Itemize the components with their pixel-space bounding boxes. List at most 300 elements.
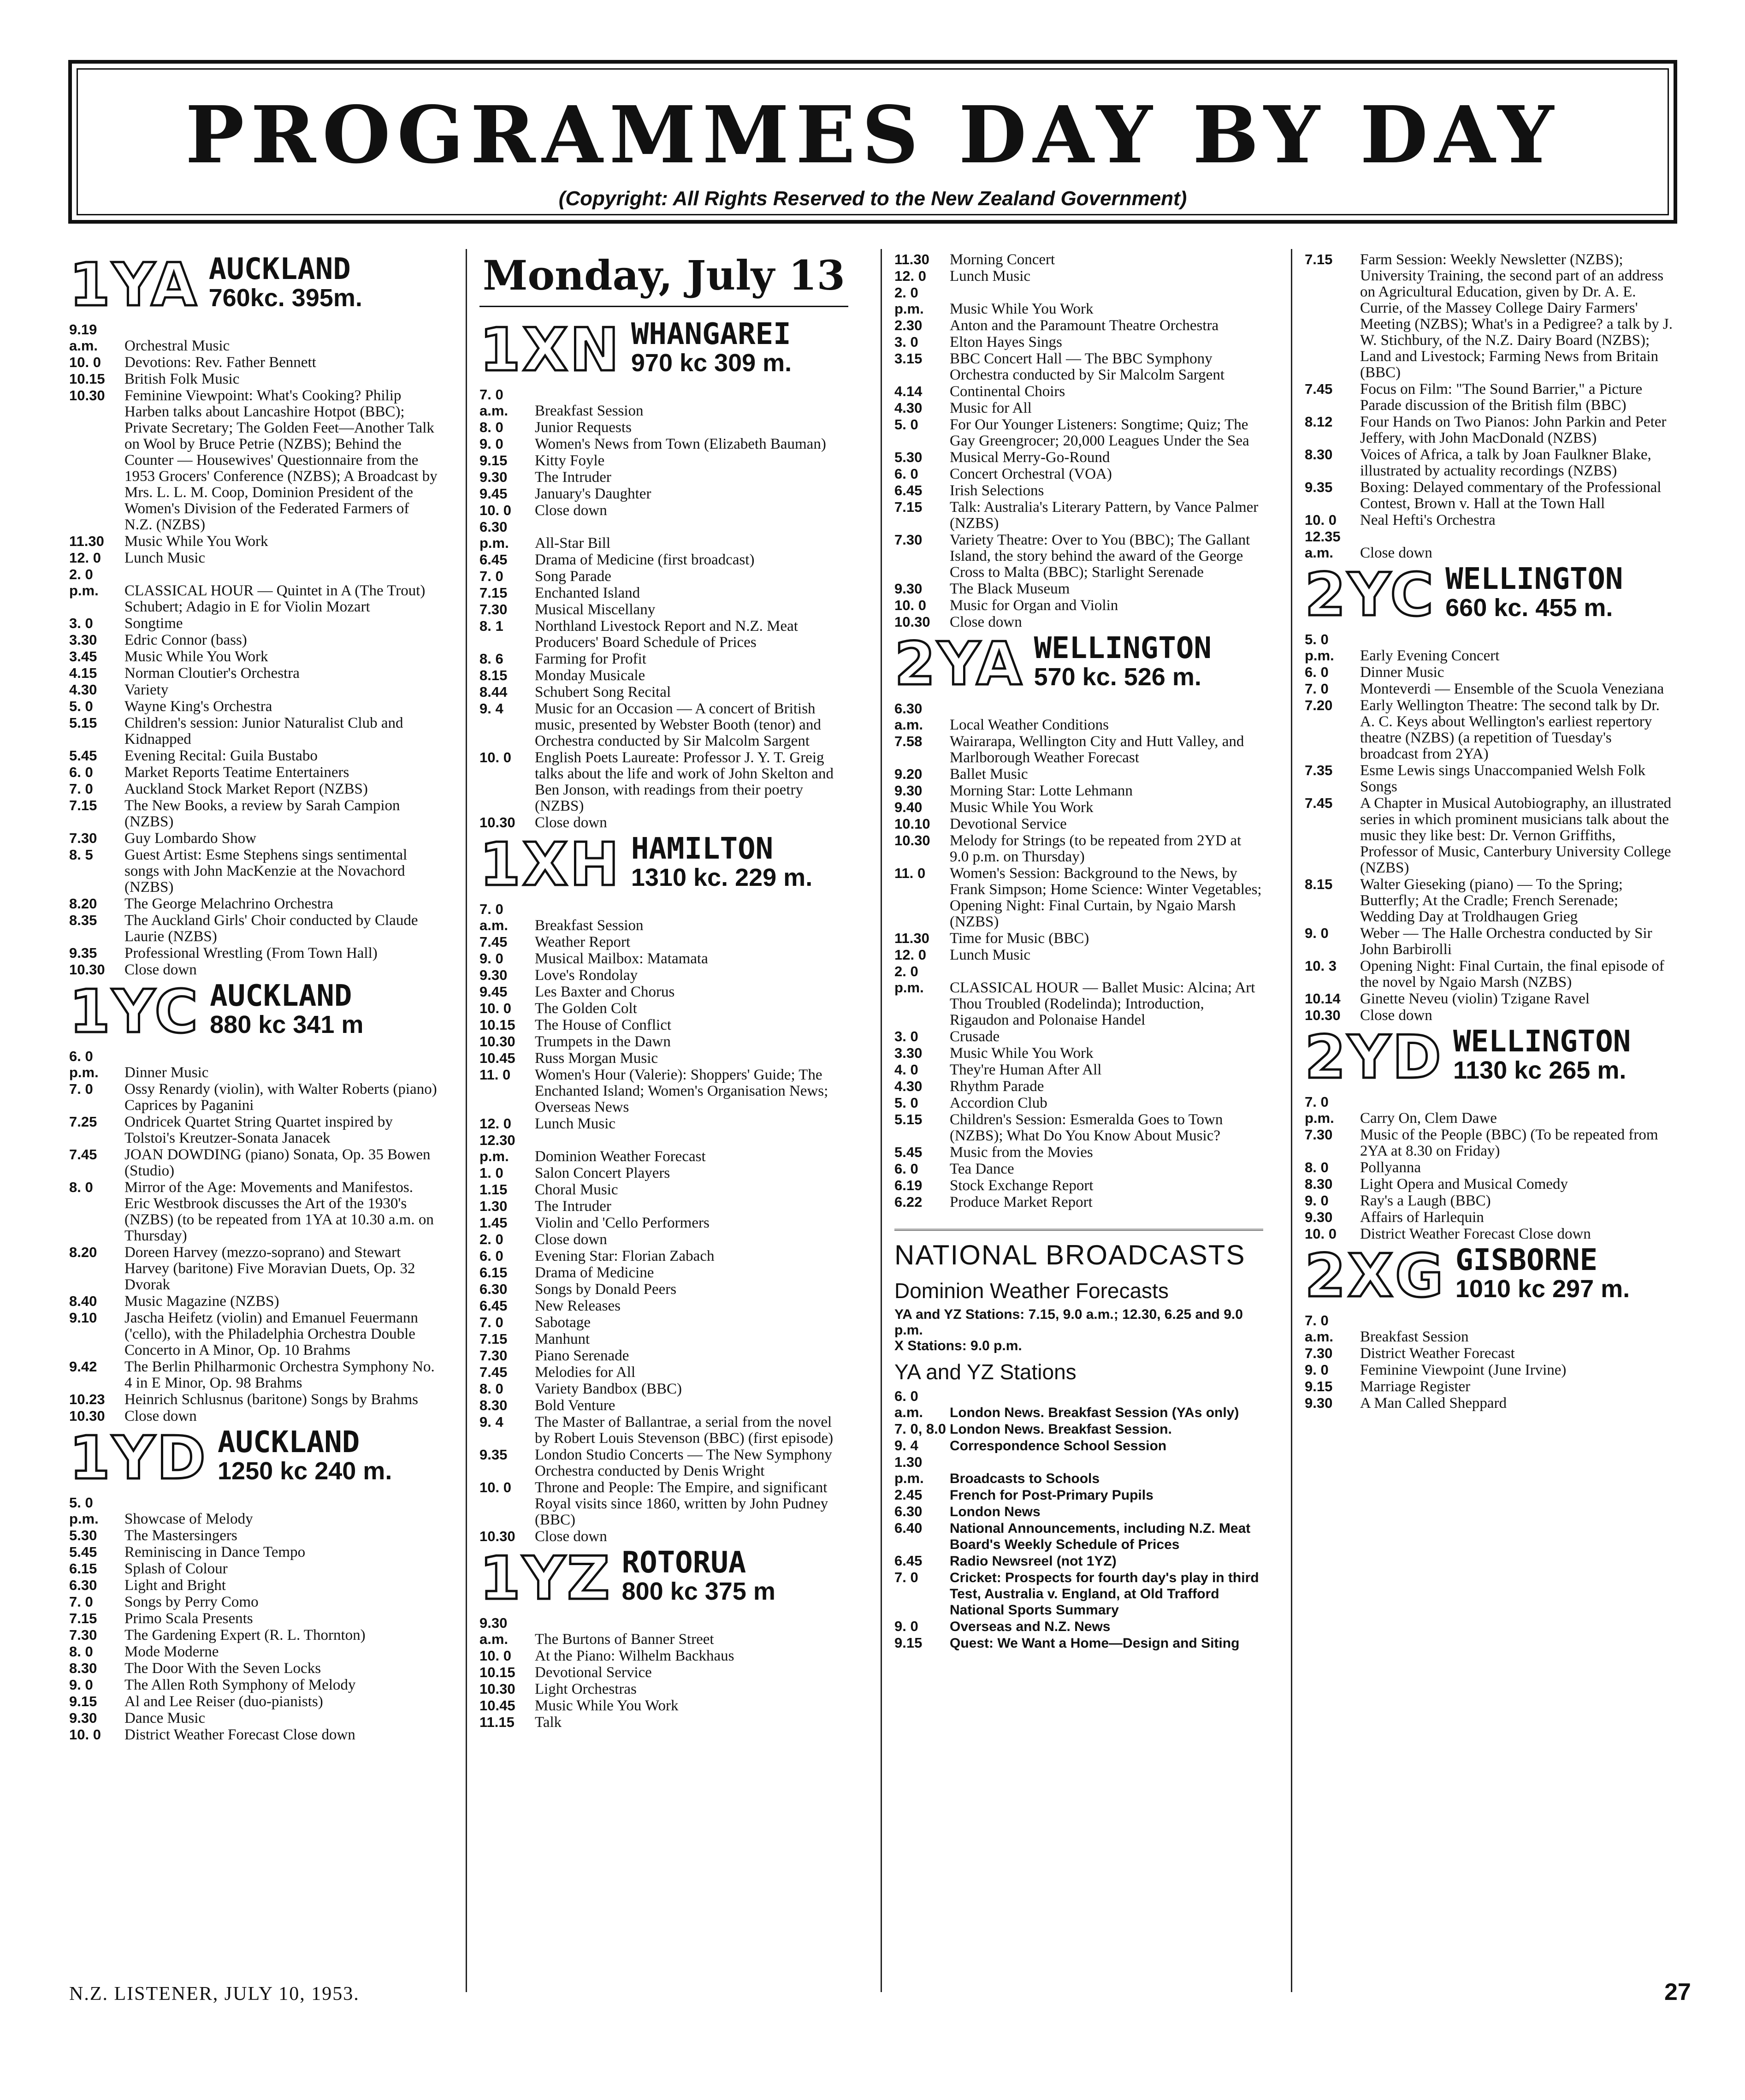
schedule-entry	[69, 1577, 438, 1594]
entry-text: British Folk Music	[124, 370, 240, 387]
station-callsign: 2YD	[1305, 1023, 1443, 1092]
schedule-entry	[1305, 1094, 1674, 1127]
schedule-list	[1305, 631, 1674, 1024]
schedule-entry	[69, 648, 438, 665]
entry-time: 9. 0	[479, 950, 503, 967]
station-frequency: 880 kc 341 m	[210, 1011, 364, 1039]
entry-text: Les Baxter and Chorus	[535, 983, 675, 1000]
entry-text: Boxing: Delayed commentary of the Professional Contest, Brown v. Hall at the Town Hall	[1360, 479, 1662, 512]
entry-time: 8. 0	[479, 1380, 503, 1397]
schedule-entry	[69, 682, 438, 698]
entry-text: Music While You Work	[535, 1697, 679, 1714]
schedule-entry	[1305, 958, 1674, 991]
entry-text: London News	[950, 1504, 1041, 1519]
schedule-entry	[1305, 1127, 1674, 1159]
schedule-entry	[479, 436, 848, 452]
entry-text: Primo Scala Presents	[124, 1610, 253, 1627]
schedule-entry	[69, 550, 438, 566]
schedule-entry	[894, 317, 1263, 334]
entry-time: 7.45	[479, 1364, 508, 1380]
station-meta	[621, 1545, 775, 1608]
entry-time: 5. 0	[894, 416, 918, 433]
entry-time: 5.45	[894, 1144, 923, 1160]
entry-text: Women's Session: Background to the News, by Frank Simpson; Home Science: Winter Vegetables; Opening Night: Final Curtain, by Ngaio Marsh (NZBS)	[950, 865, 1262, 930]
entry-text: Musical Miscellany	[535, 601, 656, 618]
entry-time: 2. 0 p.m.	[894, 963, 924, 996]
station-block	[479, 1544, 848, 1731]
entry-text: Lunch Music	[950, 268, 1031, 285]
entry-time: 10.30	[69, 1407, 105, 1424]
entry-text: Dance Music	[124, 1709, 206, 1726]
column-2	[479, 251, 848, 1985]
entry-text: Four Hands on Two Pianos: John Parkin and Peter Jeffery, with John MacDonald (NZBS)	[1360, 414, 1667, 446]
schedule-entry	[894, 1520, 1263, 1553]
station-city: WELLINGTON	[1034, 631, 1212, 665]
schedule-entry	[479, 1000, 848, 1017]
entry-text: Mirror of the Age: Movements and Manifestos. Eric Westbrook discusses the Art of the 1930's (NZBS) (to be repeated from 1YA at 10.30 a.m. on Thursday)	[124, 1179, 434, 1244]
entry-time: 8. 6	[479, 650, 503, 667]
entry-text: Close down	[124, 961, 197, 978]
entry-text: District Weather Forecast	[1360, 1345, 1515, 1362]
schedule-entry	[894, 400, 1263, 416]
entry-text: Farming for Profit	[535, 650, 646, 667]
schedule-entry	[894, 1062, 1263, 1078]
schedule-entry	[894, 1177, 1263, 1194]
entry-text: Junior Requests	[535, 419, 632, 436]
schedule-entry	[894, 597, 1263, 614]
entry-time: 7.45	[1305, 795, 1333, 811]
station-header	[894, 629, 1263, 699]
entry-time: 10.30	[479, 1033, 515, 1050]
entry-text: Light Opera and Musical Comedy	[1360, 1175, 1568, 1192]
schedule-entry	[479, 601, 848, 618]
entry-text: Trumpets in the Dawn	[535, 1033, 671, 1050]
schedule-entry	[894, 268, 1263, 285]
entry-time: 6.40	[894, 1519, 923, 1536]
station-callsign: 1XN	[479, 315, 621, 385]
entry-time: 6.45	[479, 551, 508, 568]
entry-time: 3.45	[69, 648, 97, 664]
entry-time: 8.30	[1305, 446, 1333, 463]
schedule-entry	[69, 1710, 438, 1726]
page-title: PROGRAMMES DAY BY DAY	[185, 89, 1561, 181]
entry-text: Music from the Movies	[950, 1144, 1093, 1161]
entry-text: Kitty Foyle	[535, 452, 605, 469]
entry-time: 8.15	[479, 667, 508, 683]
schedule-entry	[479, 1264, 848, 1281]
station-frequency: 760kc. 395m.	[208, 284, 362, 312]
entry-text: Ballet Music	[950, 765, 1028, 783]
entry-time: 5. 0 p.m.	[69, 1494, 99, 1527]
station-frequency: 1010 kc 297 m.	[1455, 1275, 1630, 1303]
schedule-entry	[69, 1726, 438, 1743]
entry-time: 6.30	[479, 1281, 508, 1297]
station-callsign: 1YD	[69, 1424, 207, 1493]
entry-text: The Black Museum	[950, 581, 1070, 597]
schedule-entry	[479, 1033, 848, 1050]
station-header	[1305, 1241, 1674, 1311]
entry-text: The Mastersingers	[124, 1527, 237, 1544]
schedule-entry	[1305, 1345, 1674, 1362]
entry-text: Broadcasts to Schools	[950, 1471, 1100, 1486]
schedule-entry	[479, 1298, 848, 1314]
schedule-entry	[69, 1244, 438, 1293]
schedule-entry	[69, 1391, 438, 1408]
entry-time: 9.35	[1305, 479, 1333, 495]
entry-time: 6. 0	[894, 1160, 918, 1177]
column-1	[69, 251, 438, 1985]
schedule-entry	[69, 1627, 438, 1643]
schedule-entry	[1305, 414, 1674, 446]
schedule-entry	[894, 383, 1263, 400]
entry-time: 5. 0	[894, 1094, 918, 1111]
entry-text: Children's Session: Esmeralda Goes to Town (NZBS); What Do You Know About Music?	[950, 1111, 1223, 1144]
station-header	[479, 830, 848, 899]
station-city: AUCKLAND	[218, 1425, 360, 1459]
entry-time: 7.30	[69, 830, 97, 846]
entry-time: 9. 0	[479, 435, 503, 452]
entry-text: Lunch Music	[950, 946, 1031, 963]
entry-text: Norman Cloutier's Orchestra	[124, 664, 300, 682]
entry-time: 10. 3	[1305, 957, 1337, 974]
entry-text: Wairarapa, Wellington City and Hutt Valley, and Marlborough Weather Forecast	[950, 733, 1244, 766]
schedule-entry	[479, 618, 848, 651]
station-callsign: 1YZ	[479, 1544, 612, 1613]
entry-text: Weather Report	[535, 933, 631, 950]
schedule-entry	[894, 532, 1263, 581]
schedule-entry	[1305, 1395, 1674, 1412]
schedule-entry	[69, 961, 438, 978]
entry-time: 4. 0	[894, 1061, 918, 1078]
entry-time: 8. 5	[69, 846, 93, 863]
schedule-entry	[479, 1648, 848, 1664]
schedule-entry	[69, 632, 438, 648]
entry-text: JOAN DOWDING (piano) Sonata, Op. 35 Bowen (Studio)	[124, 1146, 431, 1179]
schedule-list	[1305, 1312, 1674, 1412]
entry-text: Music for an Occasion — A concert of British music, presented by Webster Booth (tenor) and Orchestra conducted by Sir Malcolm Sargent	[535, 700, 821, 749]
entry-time: 6.15	[69, 1560, 97, 1577]
entry-text: Enchanted Island	[535, 584, 640, 601]
station-meta	[218, 1427, 392, 1488]
entry-time: 5.45	[69, 747, 97, 764]
schedule-entry	[69, 1358, 438, 1391]
station-callsign: 1XH	[479, 830, 621, 899]
entry-time: 7. 0 a.m.	[1305, 1312, 1334, 1345]
station-frequency: 970 kc 309 m.	[631, 349, 792, 377]
entry-time: 2. 0 p.m.	[69, 566, 99, 599]
entry-text: National Announcements, including N.Z. Meat Board's Weekly Schedule of Prices	[950, 1520, 1251, 1552]
station-callsign: 1YC	[69, 977, 200, 1046]
entry-text: Violin and 'Cello Performers	[535, 1214, 710, 1231]
schedule-entry	[894, 865, 1263, 930]
schedule-entry	[479, 1697, 848, 1714]
entry-text: The Intruder	[535, 469, 611, 486]
entry-text: Songs by Perry Como	[124, 1593, 259, 1610]
entry-time: 9.35	[69, 944, 97, 961]
entry-time: 6. 0	[1305, 664, 1329, 680]
entry-text: At the Piano: Wilhelm Backhaus	[535, 1647, 734, 1664]
entry-text: London News. Breakfast Session (YAs only)	[950, 1405, 1239, 1420]
entry-text: Early Evening Concert	[1360, 647, 1500, 664]
entry-text: New Releases	[535, 1297, 621, 1314]
entry-text: Elton Hayes Sings	[950, 334, 1062, 350]
schedule-entry	[69, 1495, 438, 1527]
schedule-list	[479, 386, 848, 831]
entry-text: Melody for Strings (to be repeated from 2YD at 9.0 p.m. on Thursday)	[950, 832, 1242, 865]
station-meta	[1455, 1245, 1630, 1306]
column-rule	[1291, 249, 1292, 1992]
entry-time: 8. 0	[69, 1179, 93, 1195]
schedule-entry	[69, 1293, 438, 1310]
entry-text: Lunch Music	[124, 549, 206, 566]
national-broadcasts-title: NATIONAL BROADCASTS	[894, 1239, 1246, 1270]
entry-text: Mode Moderne	[124, 1643, 219, 1660]
schedule-entry	[894, 1078, 1263, 1095]
entry-time: 7.25	[69, 1113, 97, 1130]
entry-time: 9. 0	[1305, 1361, 1329, 1378]
entry-text: Accordion Club	[950, 1094, 1047, 1111]
schedule-entry	[479, 1414, 848, 1447]
schedule-entry	[69, 533, 438, 550]
entry-text: Throne and People: The Empire, and significant Royal visits since 1860, written by John Pudney (BBC)	[535, 1479, 828, 1528]
entry-text: Breakfast Session	[535, 917, 644, 934]
entry-text: Radio Newsreel (not 1YZ)	[950, 1553, 1117, 1569]
column-3	[894, 251, 1263, 1985]
entry-time: 8.30	[479, 1397, 508, 1413]
column-rule	[466, 249, 467, 1992]
schedule-entry	[479, 1314, 848, 1331]
entry-time: 3.15	[894, 350, 923, 367]
entry-text: Northland Livestock Report and N.Z. Meat Producers' Board Schedule of Prices	[535, 617, 798, 651]
entry-time: 7.30	[1305, 1126, 1333, 1143]
station-meta	[210, 981, 363, 1042]
schedule-entry	[479, 934, 848, 950]
entry-time: 11. 0	[894, 865, 926, 881]
entry-time: 9.15	[894, 1634, 923, 1651]
schedule-list	[69, 321, 438, 978]
schedule-entry	[894, 1388, 1263, 1421]
schedule-entry	[894, 466, 1263, 482]
schedule-entry	[479, 1248, 848, 1264]
entry-text: Morning Star: Lotte Lehmann	[950, 782, 1133, 799]
entry-time: 12. 0	[894, 946, 926, 963]
entry-text: Music While You Work	[950, 1044, 1094, 1062]
entry-time: 7.45	[1305, 381, 1333, 397]
entry-time: 11.15	[479, 1714, 515, 1730]
schedule-entry	[479, 651, 848, 667]
station-meta	[1034, 633, 1212, 694]
entry-time: 8.30	[1305, 1175, 1333, 1192]
station-frequency: 800 kc 375 m	[621, 1577, 775, 1605]
schedule-entry	[479, 749, 848, 814]
entry-text: Musical Merry-Go-Round	[950, 449, 1110, 466]
schedule-entry	[479, 1381, 848, 1397]
schedule-list	[1305, 1094, 1674, 1242]
entry-time: 12. 0	[69, 549, 101, 566]
entry-text: Ossy Renardy (violin), with Walter Roberts (piano) Caprices by Paganini	[124, 1080, 437, 1114]
station-block	[1305, 1241, 1674, 1412]
station-block	[894, 629, 1263, 1210]
entry-text: The Gardening Expert (R. L. Thornton)	[124, 1626, 366, 1643]
entry-time: 8.40	[69, 1293, 97, 1309]
entry-text: Al and Lee Reiser (duo-pianists)	[124, 1693, 323, 1710]
entry-time: 10.30	[69, 961, 105, 978]
schedule-entry	[894, 1045, 1263, 1062]
entry-time: 8.35	[69, 912, 97, 928]
entry-time: 6.45	[894, 1552, 923, 1569]
entry-time: 10. 0	[479, 1647, 511, 1664]
schedule-entry	[69, 1048, 438, 1081]
schedule-entry	[69, 1310, 438, 1358]
schedule-entry	[1305, 876, 1674, 925]
entry-time: 10.45	[479, 1697, 515, 1714]
entry-text: The Auckland Girls' Choir conducted by Claude Laurie (NZBS)	[124, 912, 418, 945]
entry-text: A Chapter in Musical Autobiography, an illustrated series in which prominent musicians talk about the music they like best: Dr. Vernon Griffiths, Professor of Music, Canterbury University College (NZBS)	[1360, 795, 1672, 876]
entry-text: Tea Dance	[950, 1160, 1014, 1177]
schedule-entry	[69, 747, 438, 764]
entry-text: Devotional Service	[950, 815, 1067, 832]
schedule-entry	[479, 1165, 848, 1181]
entry-text: Variety	[124, 681, 169, 698]
station-block	[69, 977, 438, 1424]
entry-text: Close down	[1360, 545, 1432, 561]
schedule-entry	[894, 930, 1263, 947]
entry-text: Local Weather Conditions	[950, 716, 1109, 733]
schedule-entry	[479, 1017, 848, 1033]
entry-time: 8. 0	[69, 1643, 93, 1660]
station-meta	[631, 319, 792, 380]
schedule-entry	[69, 387, 438, 533]
entry-text: Variety Theatre: Over to You (BBC); The Gallant Island, the story behind the award of the George Cross to Malta (BBC); Starlight Serenade	[950, 532, 1250, 581]
entry-text: Voices of Africa, a talk by Joan Faulkner Blake, illustrated by actuality recordings (NZBS)	[1360, 446, 1651, 479]
schedule-entry	[479, 1479, 848, 1528]
entry-time: 7. 0	[69, 1593, 93, 1610]
entry-time: 7. 0 a.m.	[479, 901, 509, 933]
entry-text: Dinner Music	[1360, 664, 1444, 681]
entry-time: 1.45	[479, 1214, 508, 1231]
entry-text: Piano Serenade	[535, 1347, 629, 1364]
schedule-entry	[894, 1487, 1263, 1503]
entry-time: 10. 0	[69, 1726, 101, 1743]
schedule-entry	[69, 615, 438, 632]
station-callsign: 2YA	[894, 629, 1024, 699]
schedule-entry	[479, 1215, 848, 1231]
schedule-entry	[69, 1610, 438, 1627]
entry-time: 7.15	[894, 499, 923, 515]
entry-text: Marriage Register	[1360, 1378, 1471, 1395]
entry-text: Monday Musicale	[535, 667, 645, 684]
entry-text: Women's News from Town (Elizabeth Bauman)	[535, 435, 826, 452]
schedule-entry	[479, 419, 848, 436]
station-block	[1305, 560, 1674, 1024]
entry-time: 1.30	[479, 1198, 508, 1214]
schedule-entry	[894, 499, 1263, 532]
schedule-entry	[1305, 1007, 1674, 1024]
schedule-entry	[894, 783, 1263, 799]
entry-text: Wayne King's Orchestra	[124, 698, 272, 715]
entry-text: Music While You Work	[950, 301, 1094, 317]
entry-time: 10. 0	[479, 1479, 511, 1495]
entry-time: 7.15	[479, 1330, 508, 1347]
entry-text: Monteverdi — Ensemble of the Scuola Veneziana	[1360, 680, 1664, 697]
entry-text: Women's Hour (Valerie): Shoppers' Guide; The Enchanted Island; Women's Organisation News; Overseas News	[535, 1066, 828, 1115]
entry-time: 10.15	[479, 1664, 515, 1680]
entry-text: Weber — The Halle Orchestra conducted by Sir John Barbirolli	[1360, 925, 1652, 958]
entry-text: Manhunt	[535, 1330, 590, 1347]
schedule-list	[69, 1495, 438, 1743]
entry-time: 9.30	[479, 469, 508, 485]
schedule-entry	[69, 945, 438, 961]
entry-text: Drama of Medicine (first broadcast)	[535, 551, 755, 568]
entry-text: The Master of Ballantrae, a serial from the novel by Robert Louis Stevenson (BBC) (first episode)	[535, 1413, 834, 1447]
schedule-entry	[1305, 664, 1674, 681]
schedule-entry	[894, 832, 1263, 865]
schedule-list	[479, 1615, 848, 1731]
entry-time: 10.30	[1305, 1007, 1341, 1023]
entry-time: 7. 0, 8.0	[894, 1420, 946, 1437]
entry-time: 8.12	[1305, 414, 1333, 430]
entry-time: 9.30	[1305, 1209, 1333, 1225]
entry-text: They're Human After All	[950, 1061, 1102, 1078]
entry-time: 10. 0	[1305, 1225, 1337, 1242]
entry-time: 6. 0	[69, 764, 93, 780]
entry-text: Ondricek Quartet String Quartet inspired by Tolstoi's Kreutzer-Sonata Janacek	[124, 1113, 393, 1146]
entry-text: Ginette Neveu (violin) Tzigane Ravel	[1360, 990, 1590, 1007]
schedule-entry	[894, 1161, 1263, 1177]
entry-text: Ray's a Laugh (BBC)	[1360, 1192, 1491, 1209]
schedule-entry	[894, 766, 1263, 783]
day-title: Monday, July 13	[479, 251, 848, 307]
schedule-entry	[69, 896, 438, 912]
entry-time: 9. 4	[894, 1437, 918, 1453]
entry-text: Salon Concert Players	[535, 1164, 670, 1181]
entry-text: Market Reports Teatime Entertainers	[124, 764, 349, 781]
station-header	[1305, 1023, 1674, 1092]
schedule-entry	[479, 1615, 848, 1648]
schedule-entry	[479, 1050, 848, 1067]
schedule-entry	[69, 912, 438, 945]
entry-text: Farm Session: Weekly Newsletter (NZBS); University Training, the second part of an address on Agricultural Education, given by Dr. A. E. Currie, of the Massey College Dairy Farmers' Meeting (NZBS); What's in a Pedigree? a talk by J. W. Stichbury, of the N.Z. Dairy Board (NZBS); Land and Livestock; Farming News from Britain (BBC)	[1360, 251, 1673, 381]
entry-time: 6.22	[894, 1193, 923, 1210]
entry-text: Focus on Film: "The Sound Barrier," a Picture Parade discussion of the British film (BBC)	[1360, 381, 1643, 414]
entry-time: 7.58	[894, 733, 923, 749]
entry-text: Quest: We Want a Home—Design and Siting	[950, 1635, 1240, 1651]
entry-time: 9.30	[894, 782, 923, 799]
entry-text: London Studio Concerts — The New Symphony Orchestra conducted by Denis Wright	[535, 1446, 832, 1479]
entry-text: Evening Recital: Guila Bustabo	[124, 747, 318, 764]
entry-text: Light Orchestras	[535, 1680, 637, 1697]
schedule-entry	[479, 901, 848, 934]
entry-text: Close down	[950, 614, 1022, 630]
schedule-entry	[479, 1231, 848, 1248]
schedule-entry	[479, 1181, 848, 1198]
schedule-entry	[894, 350, 1263, 383]
schedule-entry	[1305, 1159, 1674, 1176]
schedule-entry	[69, 1081, 438, 1114]
entry-text: Doreen Harvey (mezzo-soprano) and Stewart Harvey (baritone) Five Moravian Duets, Op. 32 Dvorak	[124, 1244, 415, 1293]
entry-text: Drama of Medicine	[535, 1264, 654, 1281]
station-header	[479, 1544, 848, 1613]
schedule-entry	[69, 764, 438, 781]
entry-time: 6. 0	[894, 466, 918, 482]
entry-time: 6.19	[894, 1177, 923, 1193]
schedule-entry	[1305, 631, 1674, 664]
station-city: WHANGAREI	[631, 317, 791, 351]
entry-time: 9.15	[479, 452, 508, 469]
entry-text: Songs by Donald Peers	[535, 1281, 677, 1298]
schedule-entry	[69, 715, 438, 747]
schedule-entry	[894, 1503, 1263, 1520]
